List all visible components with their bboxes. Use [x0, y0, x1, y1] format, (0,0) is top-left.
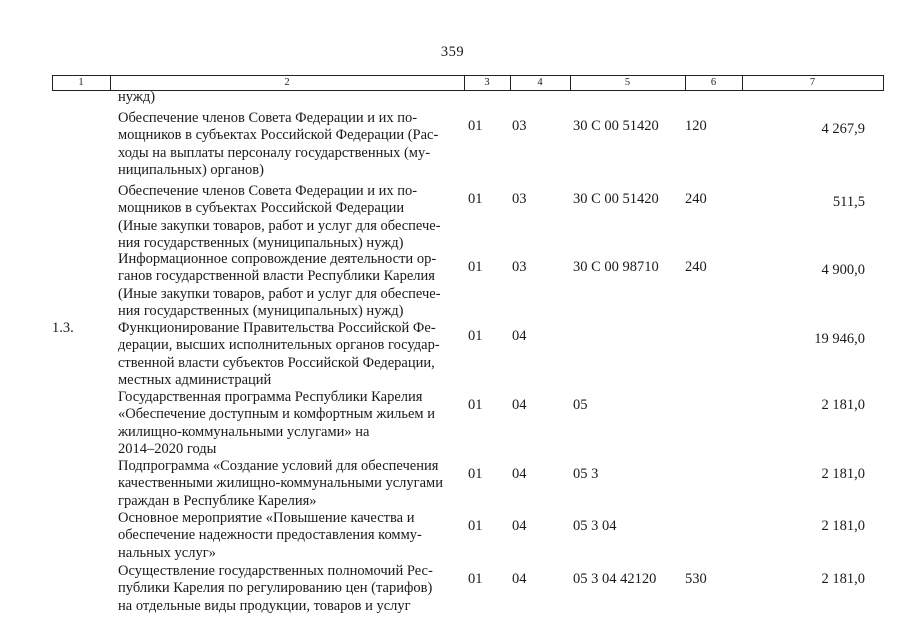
row-description [118, 510, 453, 562]
description-line: граждан в Республике Карелия» [118, 492, 317, 509]
target-article-code: 30 С 00 51420 [573, 191, 659, 207]
amount: 4 900,0 [821, 262, 865, 278]
subsection-code: 03 [512, 191, 527, 207]
description-line: 2014–2020 годы [118, 440, 217, 457]
description-line: обеспечение надежности предоставления комму- [118, 527, 422, 544]
expense-type-code: 240 [685, 191, 707, 207]
row-number: 1.3. [52, 320, 74, 336]
header-col-3: 3 [484, 77, 490, 88]
target-article-code: 30 С 00 98710 [573, 259, 659, 275]
description-line: качественными жилищно-коммунальными услугами [118, 475, 443, 492]
target-article-code: 05 3 04 42120 [573, 571, 657, 587]
section-code: 01 [468, 571, 483, 587]
row-description [118, 458, 453, 510]
header-col-6: 6 [710, 77, 717, 88]
subsection-code: 03 [512, 259, 527, 275]
target-article-code: 05 [573, 397, 588, 413]
amount: 19 946,0 [814, 331, 865, 347]
subsection-code: 04 [512, 518, 527, 534]
row-description [118, 110, 453, 179]
description-line: Основное мероприятие «Повышение качества и [118, 510, 415, 526]
header-col-1: 1 [78, 77, 84, 88]
description-line: Осуществление государственных полномочий Рес- [118, 563, 433, 579]
description-line: «Обеспечение доступным и комфортным жильем и [118, 406, 435, 423]
header-col-4: 4 [537, 77, 543, 88]
description-line: ния государственных (муниципальных) нужд) [118, 234, 404, 251]
section-code: 01 [468, 118, 483, 134]
row-description [118, 563, 453, 615]
description-line: местных администраций [118, 371, 272, 388]
subsection-code: 04 [512, 466, 527, 482]
amount: 511,5 [832, 194, 865, 210]
section-code: 01 [468, 518, 483, 534]
amount: 2 181,0 [821, 571, 865, 587]
header-col-7: 7 [809, 77, 816, 88]
target-article-code: 05 3 04 [573, 518, 617, 534]
subsection-code: 04 [512, 328, 527, 344]
amount: 4 267,9 [821, 121, 865, 137]
header-col-5: 5 [624, 77, 631, 88]
row-description [118, 183, 453, 252]
description-line: Функционирование Правительства Российской Фе- [118, 320, 436, 336]
description-line: ственной власти субъектов Российской Федерации, [118, 354, 435, 371]
description-line: нужд) [118, 89, 156, 105]
description-line: публики Карелия по регулированию цен (тарифов) [118, 580, 433, 597]
expense-type-code: 240 [685, 259, 707, 275]
description-line: (Иные закупки товаров, работ и услуг для обеспече- [118, 217, 441, 234]
description-line: мощников в субъектах Российской Федерации [118, 200, 405, 217]
description-line: Подпрограмма «Создание условий для обеспечения [118, 458, 439, 474]
section-code: 01 [468, 466, 483, 482]
expense-type-code: 120 [685, 118, 707, 134]
target-article-code: 30 С 00 51420 [573, 118, 659, 134]
subsection-code: 04 [512, 571, 527, 587]
description-line: жилищно-коммунальными услугами» на [118, 423, 370, 440]
section-code: 01 [468, 191, 483, 207]
description-line: мощников в субъектах Российской Федерации (Рас- [118, 127, 439, 144]
row-description [118, 89, 453, 106]
description-line: (Иные закупки товаров, работ и услуг для обеспече- [118, 285, 441, 302]
description-line: Информационное сопровождение деятельности ор- [118, 251, 437, 267]
row-description [118, 389, 453, 458]
description-line: нальных услуг» [118, 544, 216, 561]
row-description [118, 251, 453, 320]
description-line: на отдельные виды продукции, товаров и услуг [118, 597, 411, 614]
subsection-code: 04 [512, 397, 527, 413]
target-article-code: 05 3 [573, 466, 599, 482]
description-line: Обеспечение членов Совета Федерации и их по- [118, 183, 418, 199]
amount: 2 181,0 [821, 518, 865, 534]
description-line: Обеспечение членов Совета Федерации и их по- [118, 110, 418, 126]
section-code: 01 [468, 328, 483, 344]
subsection-code: 03 [512, 118, 527, 134]
section-code: 01 [468, 259, 483, 275]
amount: 2 181,0 [821, 397, 865, 413]
header-col-2: 2 [284, 77, 290, 88]
description-line: ходы на выплаты персоналу государственных (му- [118, 144, 431, 161]
description-line: Государственная программа Республики Карелия [118, 389, 423, 405]
page-number: 359 [440, 44, 465, 60]
row-description [118, 320, 453, 389]
section-code: 01 [468, 397, 483, 413]
description-line: дерации, высших исполнительных органов государ- [118, 337, 440, 354]
description-line: ниципальных) органов) [118, 161, 264, 178]
description-line: ния государственных (муниципальных) нужд) [118, 302, 404, 319]
expense-type-code: 530 [685, 571, 707, 587]
description-line: ганов государственной власти Республики Карелия [118, 268, 435, 285]
amount: 2 181,0 [821, 466, 865, 482]
